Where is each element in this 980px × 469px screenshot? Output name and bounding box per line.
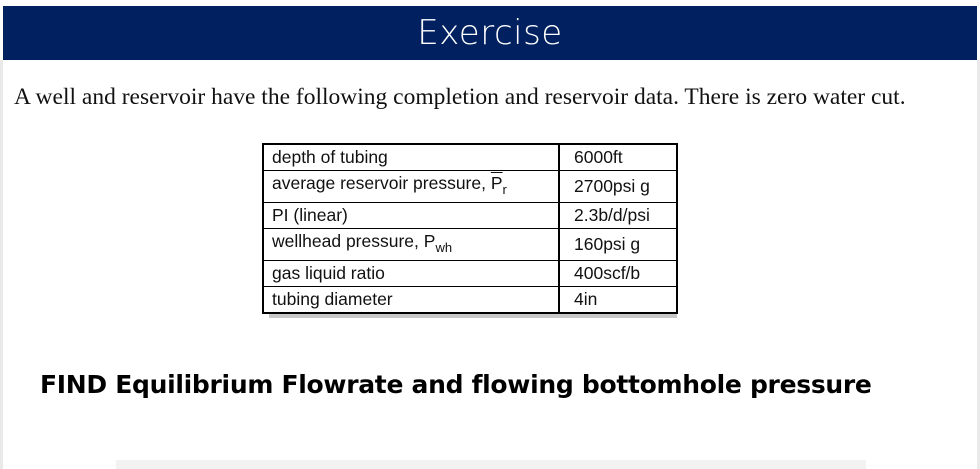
param-tubing-diameter: tubing diameter bbox=[263, 287, 559, 314]
pressure-symbol: P bbox=[423, 231, 436, 251]
value-tubing-diameter: 4in bbox=[559, 287, 677, 314]
value-average-reservoir-pressure: 2700psi g bbox=[559, 171, 677, 203]
param-label: wellhead pressure, bbox=[272, 231, 424, 251]
bottom-strip bbox=[116, 460, 866, 469]
table-row bbox=[263, 229, 677, 261]
param-pi-linear: PI (linear) bbox=[263, 203, 559, 229]
param-depth-of-tubing: depth of tubing bbox=[263, 144, 559, 171]
slide-title: Exercise bbox=[417, 13, 563, 53]
title-bar bbox=[3, 6, 977, 60]
table-row bbox=[263, 287, 677, 314]
table-row bbox=[263, 144, 677, 171]
data-table bbox=[262, 143, 678, 314]
param-gas-liquid-ratio: gas liquid ratio bbox=[263, 261, 559, 287]
value-pi-linear: 2.3b/d/psi bbox=[559, 203, 677, 229]
pressure-subscript: wh bbox=[435, 240, 453, 255]
data-table-container bbox=[262, 143, 678, 314]
pressure-symbol-bar: $\overline{P}$ bbox=[490, 173, 503, 193]
table-row bbox=[263, 203, 677, 229]
table-row bbox=[263, 171, 677, 203]
left-border bbox=[0, 60, 3, 469]
value-gas-liquid-ratio: 400scf/b bbox=[559, 261, 677, 287]
param-wellhead-pressure bbox=[263, 229, 559, 261]
value-depth-of-tubing: 6000ft bbox=[559, 144, 677, 171]
param-average-reservoir-pressure bbox=[263, 171, 559, 203]
value-wellhead-pressure: 160psi g bbox=[559, 229, 677, 261]
pressure-subscript: r bbox=[502, 182, 507, 197]
param-label: average reservoir pressure, bbox=[272, 173, 491, 193]
table-row bbox=[263, 261, 677, 287]
task-statement: FIND Equilibrium Flowrate and flowing bottomhole pressure bbox=[40, 370, 872, 399]
intro-text: A well and reservoir have the following completion and reservoir data. There is zero water cut. bbox=[14, 84, 906, 110]
